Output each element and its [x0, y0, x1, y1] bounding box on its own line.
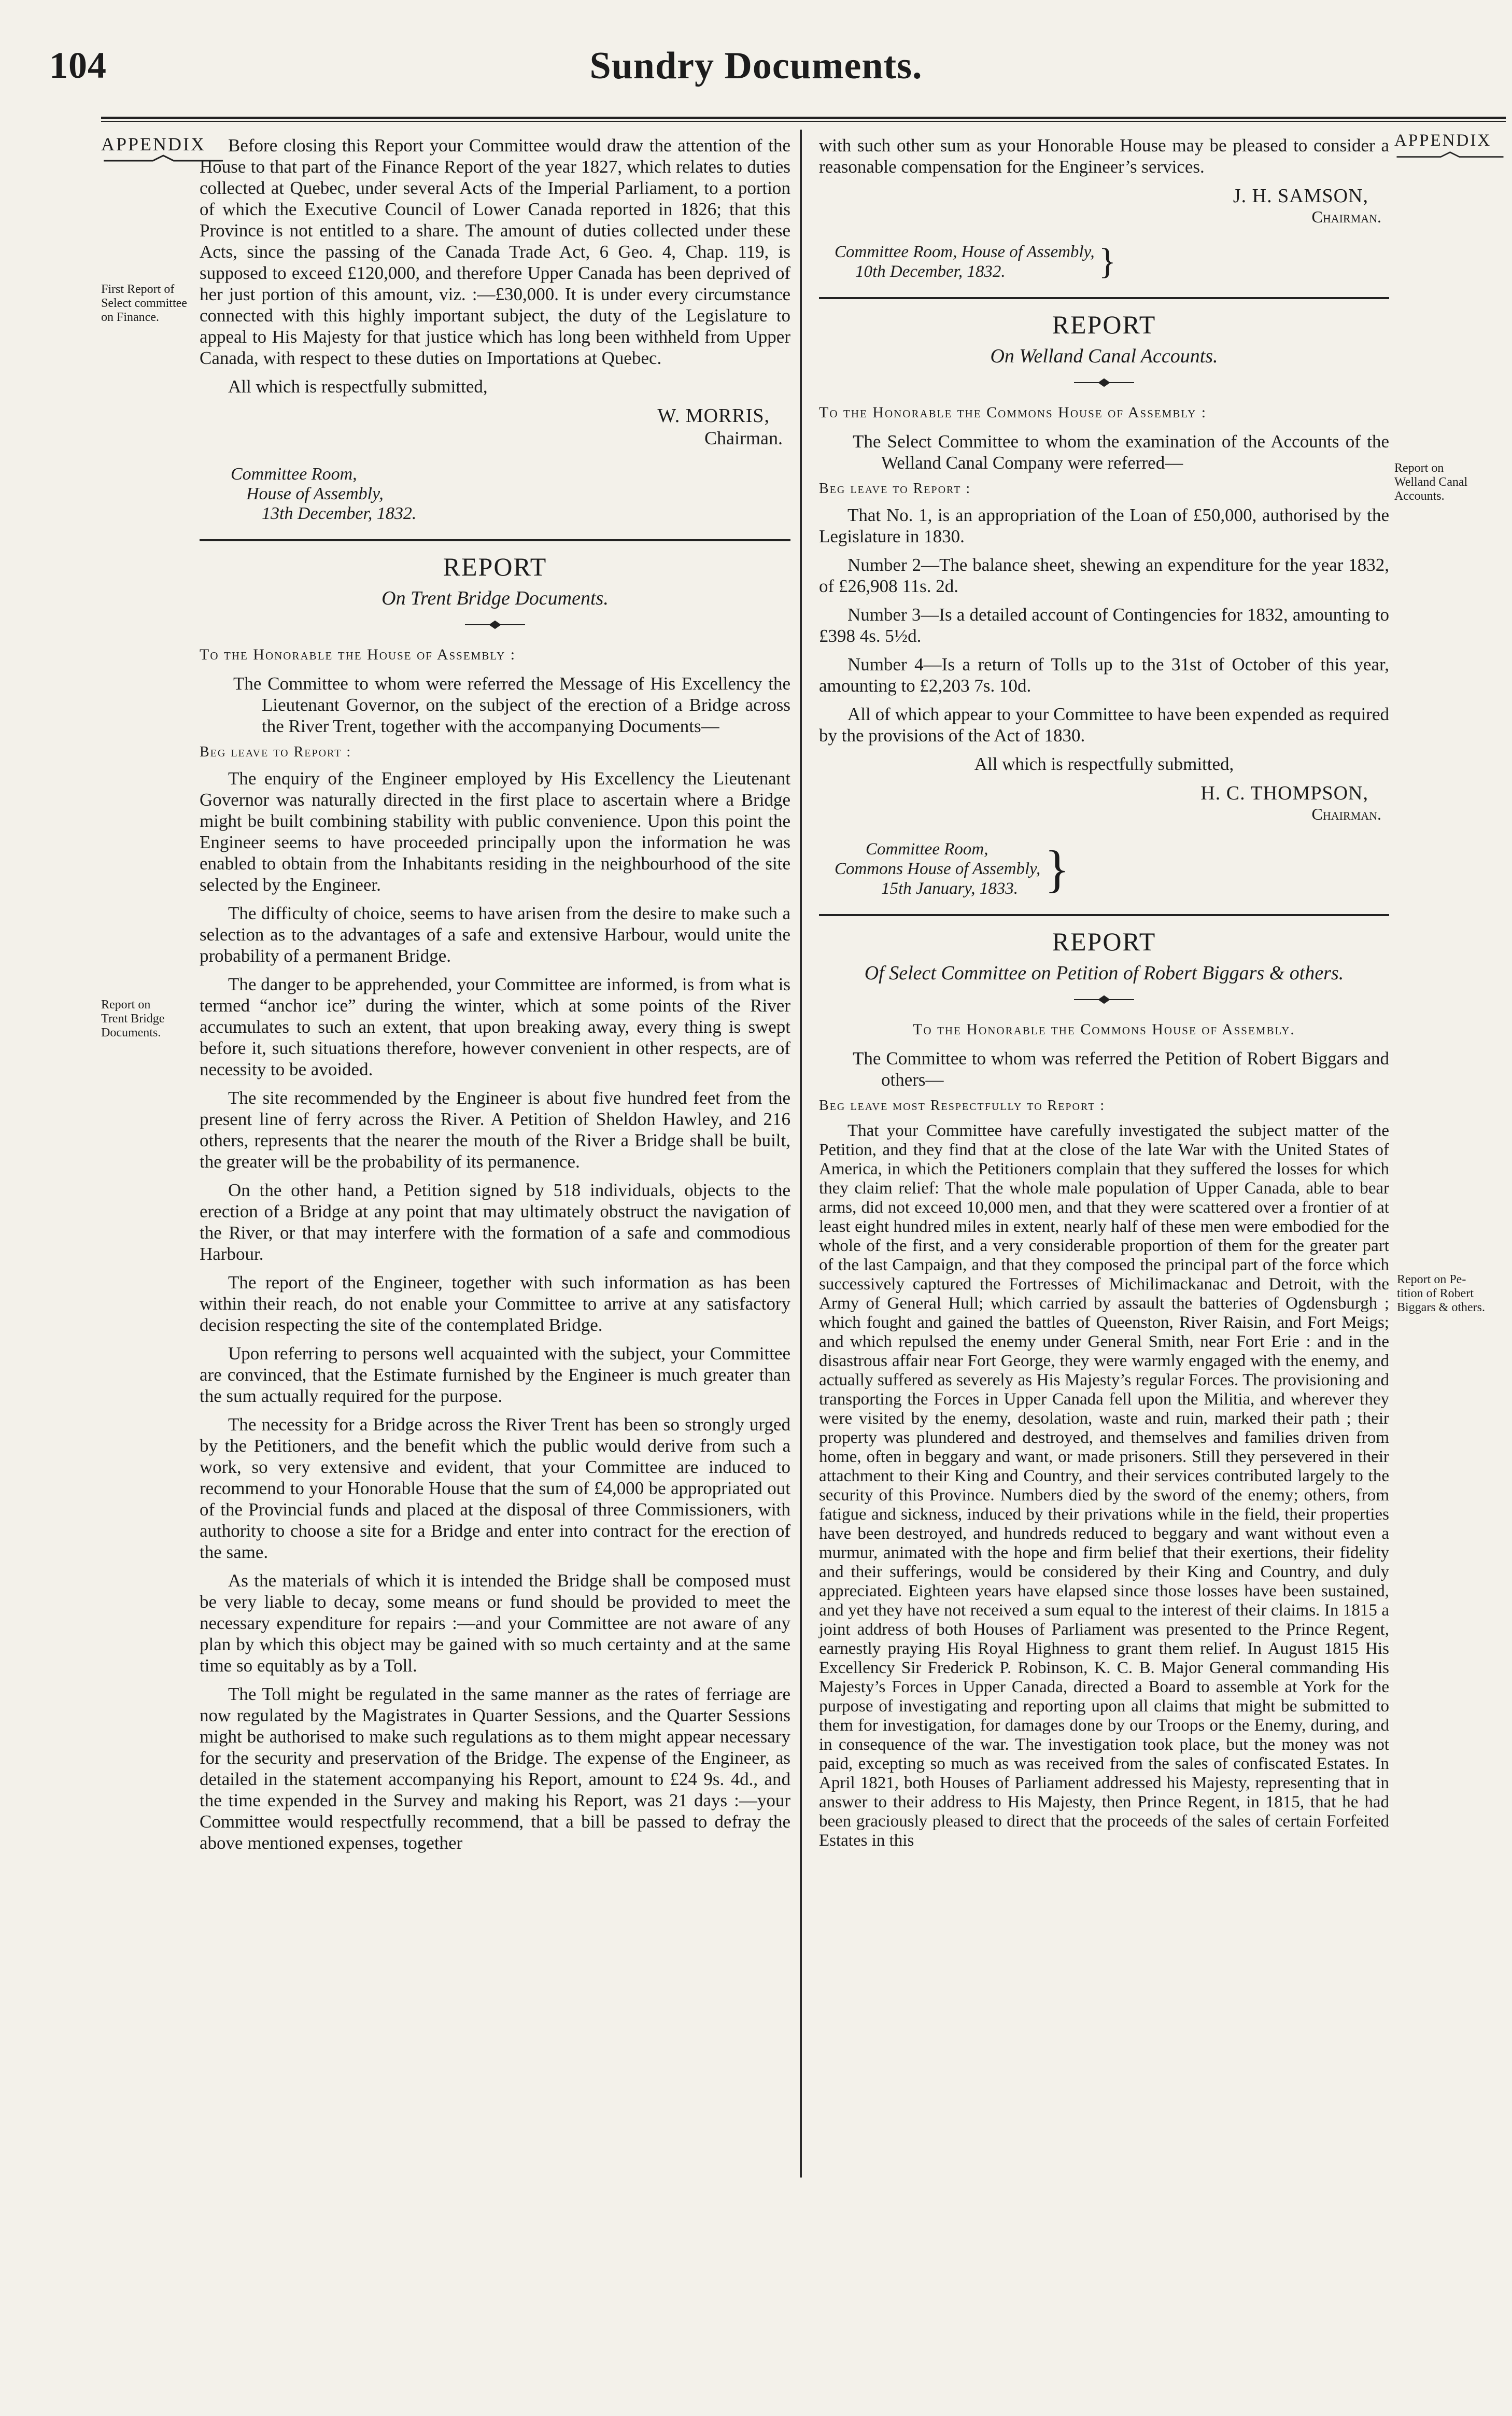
report-item: Number 3—Is a detailed account of Contingencies for 1832, amounting to £398 4s. 5½d.	[819, 605, 1389, 646]
paragraph: As the materials of which it is intended the Bridge shall be composed must be very liable to decay, some means or fund should be provided to meet the necessary expenditure for repairs :—and your Committee are not aware of any plan by which this object may be gained with so much certainty and at the same time so equitably as by a Toll.	[200, 1570, 790, 1676]
report-item: Number 4—Is a return of Tolls up to the 31st of October of this year, amounting to £2,203 7s. 10d.	[819, 654, 1389, 696]
address-line: To the Honorable the House of Assembly :	[200, 646, 516, 663]
report-subtitle: On Trent Bridge Documents.	[381, 587, 609, 609]
margin-note-line: Report on	[101, 998, 151, 1012]
margin-note-line: Report on Pe-	[1397, 1273, 1466, 1286]
paragraph: The difficulty of choice, seems to have arisen from the desire to make such a selection as to the advantages of a safe and extensive Harbour, would unite the probability of a permanent Bridge.	[200, 903, 790, 966]
location-line: 13th December, 1832.	[262, 504, 417, 523]
paragraph: That your Committee have carefully investigated the subject matter of the Petition, and they find that at the close of the late War with the United States of America, in which the Petitioners complain that they suffered the losses for which they claim relief: That the whole male population of Upper Canada, able to bear arms, did not exceed 10,000 men, and that they were scattered over a frontier of at least eight hundred miles in extent, nearly half of these men were embodied for the whole of the first, and a very considerable proportion of them for the greater part of the last Campaign, and that they composed the principal part of the force which successively captured the Fortresses of Michilimackanac and Detroit, with the Army of General Hull; which carried by assault the batteries of Ogdensburgh ; which fought and gained the battles of Queenston, River Raisin, and Fort Meigs; and which repulsed the enemy under General Smith, near Fort Erie : and in the disastrous affair near Fort George, they were warmly engaged with the enemy, and actually suffered as severely as His Majesty’s regular Forces. The provisioning and transporting the Forces in Upper Canada fell upon the Militia, and wherever they were visited by the enemy, desolation, waste and ruin, marked their path ; their property was plundered and destroyed, and themselves and families driven from home, often in beggary and want, or made prisoners. Still they persevered in their attachment to their King and Country, and their services contributed largely to the security of this Province. Numbers died by the sword of the enemy; others, from fatigue and sickness, induced by their privations while in the field, their properties have been destroyed, and hundreds reduced to beggary and want without even a murmur, animated with the hope and firm belief that their exertions, their fidelity and their sufferings, would be considered by their King and Country, and duly appreciated. Eighteen years have elapsed since those losses have been sustained, and yet they have not received a sum equal to the interest of their claims. In 1815 a joint address of both Houses of Parliament was presented to the Prince Regent, earnestly praying His Royal Highness to grant them relief. In August 1815 His Excellency Sir Frederick P. Robinson, K. C. B. Major General commanding His Majesty’s Forces in Upper Canada, directed a Board to assemble at York for the purpose of investigating and reporting upon all claims that might be submitted to them for investigation, for damages done by our Troops or the Enemy, during, and in consequence of the war. The investigation took place, but the money was not paid, excepting so much as was received from the sales of confiscated Estates. In April 1821, both Houses of Parliament addressed his Majesty, representing that in answer to their address to His Majesty, then Prince Regent, in 1815, that he had been graciously pleased to direct that the proceeds of the sales of certain Forfeited Estates in this	[819, 1121, 1389, 1850]
margin-note-line: on Finance.	[101, 311, 159, 324]
paragraph: The necessity for a Bridge across the River Trent has been so strongly urged by the Petitioners, and the benefit which the public would derive from such a work, so very extensive and evident, that your Committee are induced to recommend to your Honorable House that the sum of £4,000 be appropriated out of the Provincial funds and placed at the disposal of three Commissioners, with authority to choose a site for a Bridge and enter into contract for the erection of the same.	[200, 1414, 790, 1562]
margin-note-line: First Report of	[101, 283, 175, 296]
committee-intro: The Committee to whom was referred the Petition of Robert Biggars and others—	[853, 1048, 1389, 1090]
margin-note-welland	[1394, 461, 1467, 503]
appendix-label: APPENDIX	[101, 134, 206, 154]
paragraph: Upon referring to persons well acquainted with the subject, your Committee are convinced, that the Estimate furnished by the Engineer is much greater than the sum actually required for the purpose.	[200, 1343, 790, 1406]
report-item: Number 2—The balance sheet, shewing an expenditure for the year 1832, of £26,908 11s. 2d.	[819, 555, 1389, 596]
header-rule	[101, 117, 1506, 122]
right-column	[819, 135, 1389, 1858]
report-item: All of which appear to your Committee to have been expended as required by the provisions of the Act of 1830.	[819, 704, 1389, 746]
section-rule	[200, 539, 790, 541]
signature-name: J. H. SAMSON,	[1233, 185, 1368, 207]
location-line: Commons House of Assembly,	[835, 860, 1041, 878]
margin-note-line: Accounts.	[1394, 489, 1445, 503]
report-subtitle: On Welland Canal Accounts.	[990, 345, 1218, 367]
beg-leave-line: Beg leave to Report :	[819, 481, 971, 497]
continued-paragraph: with such other sum as your Honorable House may be pleased to consider a reasonable compensation for the Engineer’s services.	[819, 135, 1389, 177]
signature-title: Chairman.	[1311, 207, 1381, 226]
finance-paragraph: Before closing this Report your Committee would draw the attention of the House to that part of the Finance Report of the year 1827, which relates to duties collected at Quebec, under several Acts of the Imperial Parliament, to a portion of which the Executive Council of Lower Canada reported in 1826; that this Province is not entitled to a share. The amount of duties collected under these Acts, since the passing of the Canada Trade Act, 6 Geo. 4, Chap. 119, is supposed to exceed £120,000, and therefore Upper Canada has been deprived of her just portion of this amount, viz. :—£30,000. It is under every circumstance connected with this highly important subject, the duty of the Legislature to appeal to His Majesty for that justice which has long been withheld from Upper Canada, with respect to these duties on Importations at Quebec.	[200, 135, 790, 368]
location-block	[835, 839, 1389, 898]
section-rule	[819, 297, 1389, 299]
location-line: Committee Room,	[231, 465, 357, 484]
margin-note-line: Welland Canal	[1394, 475, 1468, 489]
ornament-icon	[1073, 994, 1135, 1005]
signature-title: Chairman.	[704, 428, 783, 448]
ornament-icon	[1073, 377, 1135, 388]
report-heading: REPORT	[443, 552, 547, 581]
paragraph: The danger to be apprehended, your Committee are informed, is from what is termed “anchor ice” during the winter, which at some points of the River accumulates to such an extent, that upon breaking away, every thing is swept before it, such situations therefore, however convenient in other respects, are of necessity to be avoided.	[200, 974, 790, 1079]
paragraph: The Toll might be regulated in the same manner as the rates of ferriage are now regulated by the Magistrates in Quarter Sessions, and the Quarter Sessions might be authorised to make such regulations as to them might appear necessary for the security and preservation of the Bridge. The expense of the Engineer, as detailed in the statement accompanying his Report, amount to £24 9s. 4d., and the time expended in the Survey and making his Report, was 21 days :—your Committee would respectfully recommend, that a bill be passed to defray the above mentioned expenses, together	[200, 1684, 790, 1853]
section-rule	[819, 914, 1389, 916]
left-column	[200, 135, 790, 1861]
beg-leave-line: Beg leave to Report :	[200, 744, 352, 760]
margin-note-first-report	[101, 283, 187, 325]
location-block	[231, 465, 790, 524]
location-line: Committee Room,	[866, 840, 988, 859]
location-block	[835, 242, 1389, 282]
committee-intro: The Committee to whom were referred the Message of His Excellency the Lieutenant Governor, on the subject of the erection of a Bridge across the River Trent, together with the accompanying Documents—	[233, 673, 790, 736]
brace-icon: }	[1044, 840, 1070, 897]
margin-note-line: Documents.	[101, 1026, 161, 1040]
report-subtitle: Of Select Committee on Petition of Robert Biggars & others.	[864, 962, 1344, 984]
right-appendix-marker	[1394, 132, 1506, 161]
margin-note-line: Trent Bridge	[101, 1012, 165, 1026]
report-item: That No. 1, is an appropriation of the Loan of £50,000, authorised by the Legislature in 1830.	[819, 505, 1389, 546]
ornament-icon	[464, 619, 526, 630]
location-line: House of Assembly,	[246, 484, 384, 503]
location-line: 15th January, 1833.	[881, 879, 1018, 898]
margin-note-biggars	[1397, 1273, 1485, 1315]
report-heading: REPORT	[1052, 927, 1156, 956]
brace-icon: }	[1098, 242, 1117, 282]
submitted-line: All which is respectfully submitted,	[974, 754, 1234, 774]
committee-intro: The Select Committee to whom the examination of the Accounts of the Welland Canal Company were referred—	[853, 431, 1389, 473]
margin-note-trent	[101, 998, 164, 1040]
signature-name: H. C. THOMPSON,	[1200, 782, 1368, 804]
margin-note-line: Biggars & others.	[1397, 1301, 1485, 1314]
margin-note-line: tition of Robert	[1397, 1287, 1474, 1300]
signature-title: Chairman.	[1311, 805, 1381, 823]
submitted-line: All which is respectfully submitted,	[228, 376, 488, 397]
appendix-label: APPENDIX	[1394, 131, 1492, 150]
flourish-icon	[1394, 149, 1506, 161]
address-line: To the Honorable the Commons House of Assembly.	[913, 1021, 1295, 1038]
margin-note-line: Report on	[1394, 461, 1444, 475]
address-line: To the Honorable the Commons House of Assembly :	[819, 404, 1207, 421]
paragraph: The report of the Engineer, together with such information as has been within their reach, do not enable your Committee to arrive at any satisfactory decision respecting the site of the contemplated Bridge.	[200, 1272, 790, 1335]
paragraph: The site recommended by the Engineer is about five hundred feet from the present line of ferry across the River. A Petition of Sheldon Hawley, and 216 others, represents that the nearer the mouth of the River a Bridge shall be built, the greater will be the probability of its permanence.	[200, 1088, 790, 1172]
page-number: 104	[49, 45, 107, 86]
location-line: 10th December, 1832.	[855, 262, 1006, 281]
beg-leave-line: Beg leave most Respectfully to Report :	[819, 1098, 1106, 1114]
location-line: Committee Room, House of Assembly,	[835, 243, 1095, 261]
margin-note-line: Select committee	[101, 297, 187, 310]
paragraph: On the other hand, a Petition signed by 518 individuals, objects to the erection of a Bridge at any point that may ultimately obstruct the navigation of the River, or that may interfere with the formation of a safe and commodious Harbour.	[200, 1180, 790, 1264]
running-title: Sundry Documents.	[589, 45, 923, 87]
column-divider	[800, 130, 802, 2178]
signature-name: W. MORRIS,	[657, 405, 770, 427]
paragraph: The enquiry of the Engineer employed by His Excellency the Lieutenant Governor was naturally directed in the first place to ascertain where a Bridge might be built combining stability with public convenience. Upon this point the Engineer seems to have proceeded principally upon the information he was enabled to obtain from the Inhabitants residing in the neighbourhood of the site selected by the Engineer.	[200, 768, 790, 895]
report-heading: REPORT	[1052, 310, 1156, 339]
